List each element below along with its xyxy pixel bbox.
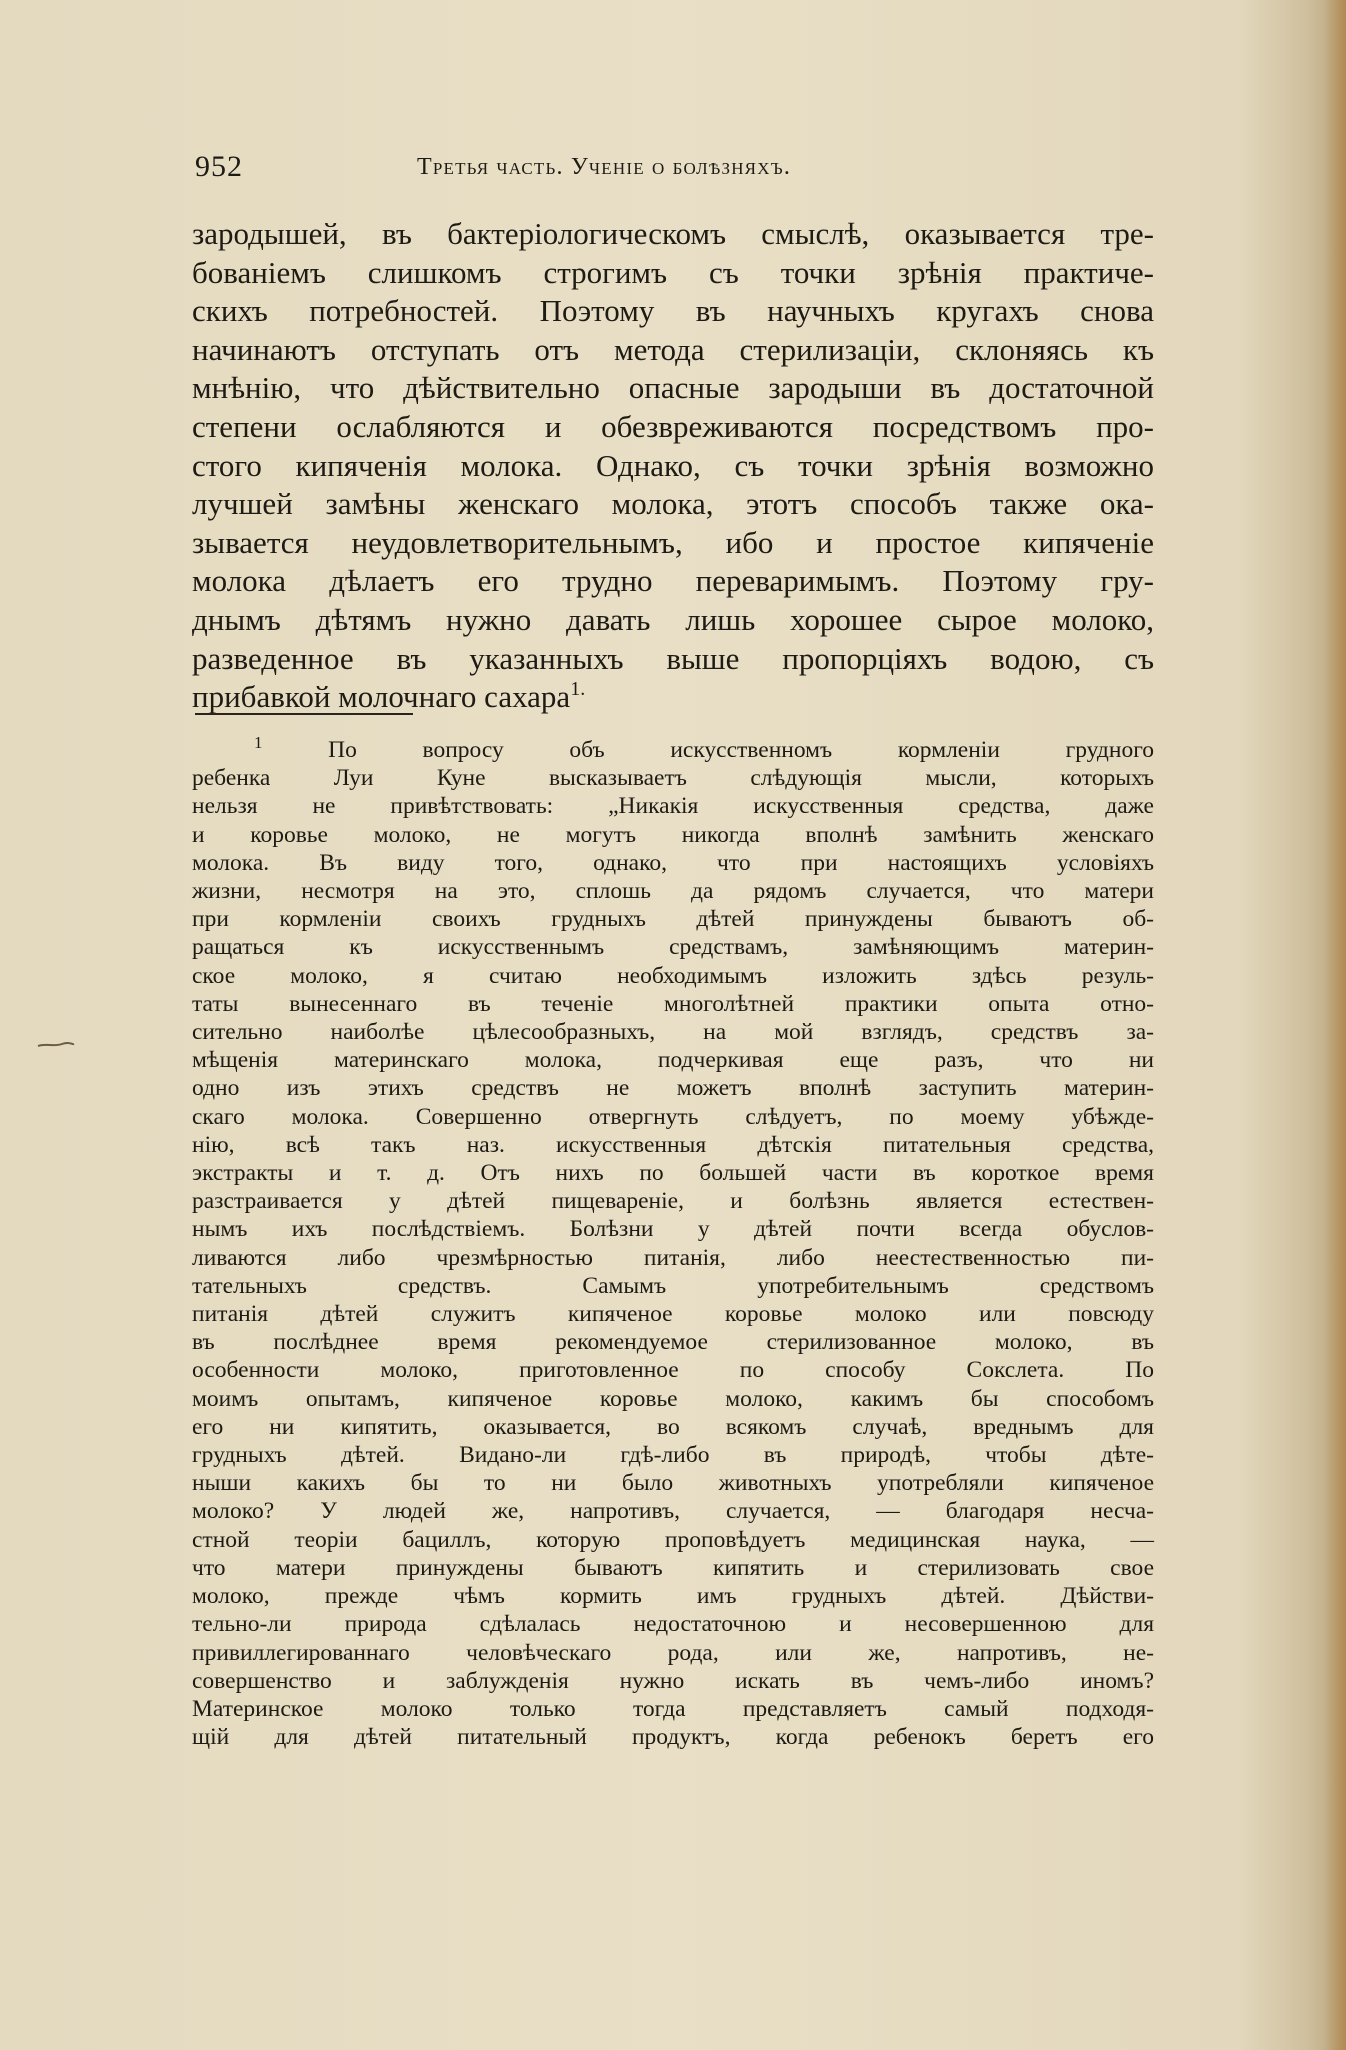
footnote-line: одно изъ этихъ средствъ не можетъ вполнѣ заступить материн-	[192, 1075, 1154, 1102]
footnote-line: ныши какихъ бы то ни было животныхъ употребляли кипяченое	[192, 1470, 1154, 1497]
main-line: мнѣнію, что дѣйствительно опасные зародыши въ достаточной	[192, 370, 1154, 406]
main-line: днымъ дѣтямъ нужно давать лишь хорошее сырое молоко,	[192, 601, 1154, 637]
footnote-line: ребенка Луи Куне высказываетъ слѣдующія мысли, которыхъ	[192, 765, 1154, 792]
footnote-line-text: По вопросу объ искусственномъ кормленіи грудного	[262, 737, 1154, 763]
footnote-line: скаго молока. Совершенно отвергнуть слѣдуетъ, по моему убѣжде-	[192, 1103, 1154, 1130]
footnote-line: тательныхъ средствъ. Самымъ употребительнымъ средствомъ	[192, 1272, 1154, 1299]
main-line: скихъ потребностей. Поэтому въ научныхъ кругахъ снова	[192, 293, 1154, 329]
footnote-line: молока. Въ виду того, однако, что при настоящихъ условіяхъ	[192, 849, 1154, 876]
page-edge-stain	[1324, 0, 1346, 2050]
footnote-line: особенности молоко, приготовленное по способу Сокслета. По	[192, 1357, 1154, 1384]
footnote-line: тельно-ли природа сдѣлалась недостаточною и несовершенною для	[192, 1611, 1154, 1638]
footnote-line: грудныхъ дѣтей. Видано-ли гдѣ-либо въ природѣ, чтобы дѣте-	[192, 1442, 1154, 1469]
footnote-line: въ послѣднее время рекомендуемое стерилизованное молоко, въ	[192, 1329, 1154, 1356]
page-header	[195, 150, 1155, 190]
footnote-line: стной теоріи бациллъ, которую проповѣдуетъ медицинская наука, —	[192, 1526, 1154, 1553]
page-number: 952	[195, 150, 243, 183]
footnote-line: сительно наиболѣе цѣлесообразныхъ, на мой взглядъ, средствъ за-	[192, 1019, 1154, 1046]
main-line: разведенное въ указанныхъ выше пропорціяхъ водою, съ	[192, 640, 1154, 676]
running-head: Третья часть. Ученіе о болѣзняхъ.	[417, 154, 792, 180]
main-line: стого кипяченія молока. Однако, съ точки зрѣнія возможно	[192, 447, 1154, 483]
main-line: зародышей, въ бактеріологическомъ смыслѣ, оказывается тре-	[192, 216, 1154, 251]
footnote-mark: 1	[254, 733, 263, 752]
footnote-line: нымъ ихъ послѣдствіемъ. Болѣзни у дѣтей почти всегда обуслов-	[192, 1216, 1154, 1243]
footnote-line: Материнское молоко только тогда представляетъ самый подходя-	[192, 1695, 1154, 1722]
footnote-line: при кормленіи своихъ грудныхъ дѣтей принуждены бываютъ об-	[192, 906, 1154, 933]
margin-pencil-mark	[36, 1041, 76, 1049]
footnote-line: молоко? У людей же, напротивъ, случается, — благодаря несча-	[192, 1498, 1154, 1525]
footnote-line: привиллегированнаго человѣческаго рода, или же, напротивъ, не-	[192, 1639, 1154, 1666]
footnote-line: молоко, прежде чѣмъ кормить имъ грудныхъ дѣтей. Дѣйстви-	[192, 1583, 1154, 1610]
footnote-line: разстраивается у дѣтей пищевареніе, и болѣзнь является естествен-	[192, 1188, 1154, 1215]
footnote-line: жизни, несмотря на это, сплошь да рядомъ случается, что матери	[192, 878, 1154, 905]
main-line-text: прибавкой молочнаго сахара	[192, 679, 571, 715]
footnote-line: ливаются либо чрезмѣрностью питанія, либо неестественностью пи-	[192, 1244, 1154, 1271]
footnote-line: нельзя не привѣтствовать: „Никакія искусственныя средства, даже	[192, 793, 1154, 820]
footnote-line: и коровье молоко, не могутъ никогда вполнѣ замѣнить женскаго	[192, 821, 1154, 848]
footnote-line: совершенство и заблужденія нужно искать въ чемъ-либо иномъ?	[192, 1667, 1154, 1694]
footnote-line: экстракты и т. д. Отъ нихъ по большей части въ короткое время	[192, 1160, 1154, 1187]
main-paragraph	[192, 215, 1154, 717]
main-line: зывается неудовлетворительнымъ, ибо и простое кипяченіе	[192, 524, 1154, 560]
footnote-line: ращаться къ искусственнымъ средствамъ, замѣняющимъ материн-	[192, 934, 1154, 961]
main-line: начинаютъ отступать отъ метода стерилизаціи, склоняясь къ	[192, 331, 1154, 367]
main-line: молока дѣлаетъ его трудно переваримымъ. Поэтому гру-	[192, 563, 1154, 599]
footnote-line: его ни кипятить, оказывается, во всякомъ случаѣ, вреднымъ для	[192, 1413, 1154, 1440]
footnote-line: что матери принуждены бываютъ кипятить и стерилизовать свое	[192, 1554, 1154, 1581]
footnote-line: щій для дѣтей питательный продуктъ, когда ребенокъ беретъ его	[192, 1724, 1154, 1751]
footnote-line: ское молоко, я считаю необходимымъ изложить здѣсь резуль-	[192, 962, 1154, 989]
footnote-line-first	[192, 733, 1154, 764]
footnote-line: нію, всѣ такъ наз. искусственныя дѣтскія питательныя средства,	[192, 1131, 1154, 1158]
main-line: лучшей замѣны женскаго молока, этотъ способъ также ока-	[192, 486, 1154, 522]
footnote-separator	[195, 713, 413, 715]
footnote-line: таты вынесеннаго въ теченіе многолѣтней практики опыта отно-	[192, 990, 1154, 1017]
footnote-line: питанія дѣтей служитъ кипяченое коровье молоко или повсюду	[192, 1301, 1154, 1328]
main-line: степени ослабляются и обезвреживаются посредствомъ про-	[192, 408, 1154, 444]
footnote-line: моимъ опытамъ, кипяченое коровье молоко, какимъ бы способомъ	[192, 1385, 1154, 1412]
main-line: бованіемъ слишкомъ строгимъ съ точки зрѣнія практиче-	[192, 254, 1154, 290]
main-line-last	[192, 678, 1154, 717]
footnote	[192, 733, 1154, 1751]
footnote-reference[interactable]: 1.	[570, 678, 586, 701]
footnote-line: мѣщенія материнскаго молока, подчеркивая еще разъ, что ни	[192, 1047, 1154, 1074]
